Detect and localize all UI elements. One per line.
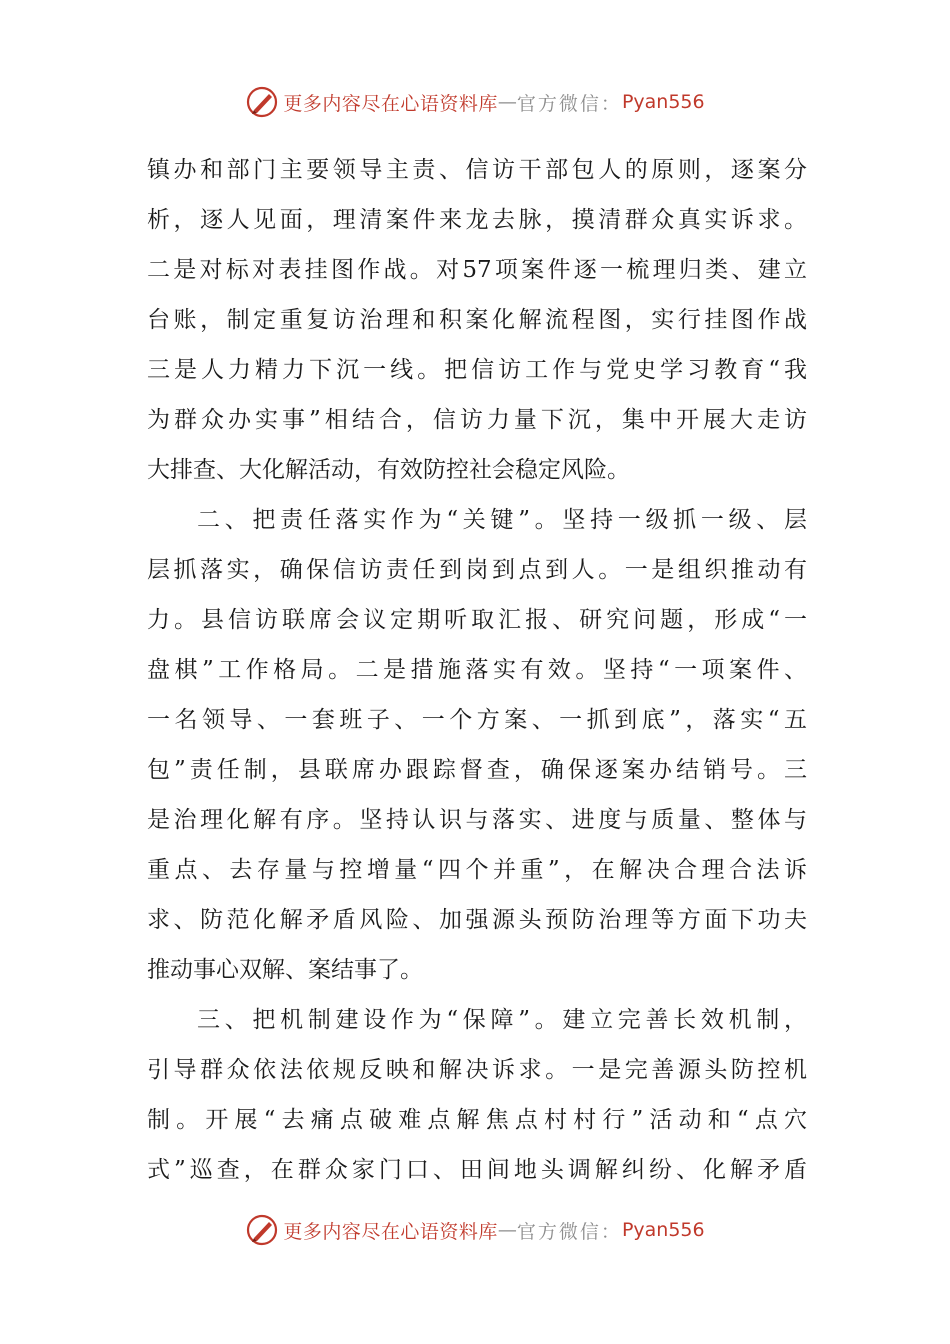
text-line: 重点、去存量与控增量“四个并重”，在解决合理合法诉 — [147, 857, 807, 883]
text-line: 包”责任制，县联席办跟踪督查，确保逐案办结销号。三 — [147, 757, 807, 783]
text-line: 台账，制定重复访治理和积案化解流程图，实行挂图作战 — [147, 307, 807, 333]
text-line: 式”巡查，在群众家门口、田间地头调解纠纷、化解矛盾 — [147, 1157, 807, 1183]
watermark-separator: — — [497, 1219, 517, 1241]
text-line: 力。县信访联席会议定期听取汇报、研究问题，形成“一 — [147, 607, 807, 633]
text-line: 引导群众依法依规反映和解决诉求。一是完善源头防控机 — [147, 1057, 807, 1083]
text-line: 为群众办实事”相结合，信访力量下沉，集中开展大走访 — [147, 407, 807, 433]
header-watermark — [0, 82, 950, 122]
text-line: 二是对标对表挂图作战。对57项案件逐一梳理归类、建立 — [147, 257, 807, 283]
text-line: 一名领导、一套班子、一个方案、一抓到底”，落实“五 — [147, 707, 807, 733]
watermark-brand: 更多内容尽在心语资料库 — [283, 1220, 498, 1243]
text-line: 大排查、大化解活动，有效防控社会稳定风险。 — [147, 457, 630, 483]
footer-watermark — [0, 1210, 950, 1250]
text-line: 求、防范化解矛盾风险、加强源头预防治理等方面下功夫 — [147, 907, 807, 933]
pen-logo-icon — [245, 1213, 279, 1247]
watermark-separator: — — [497, 91, 517, 113]
paragraph-heading: 二、把责任落实作为“关键”。坚持一级抓一级、层 — [197, 507, 807, 533]
watermark-handle: Pyan556 — [621, 91, 705, 113]
text-line: 三是人力精力下沉一线。把信访工作与党史学习教育“我 — [147, 357, 807, 383]
document-body — [147, 145, 807, 1195]
text-line: 镇办和部门主要领导主责、信访干部包人的原则，逐案分 — [147, 157, 807, 183]
watermark-brand: 更多内容尽在心语资料库 — [283, 92, 498, 115]
text-line: 是治理化解有序。坚持认识与落实、进度与质量、整体与 — [147, 807, 807, 833]
text-line: 盘棋”工作格局。二是措施落实有效。坚持“一项案件、 — [147, 657, 807, 683]
text-line: 层抓落实，确保信访责任到岗到点到人。一是组织推动有 — [147, 557, 807, 583]
text-line: 推动事心双解、案结事了。 — [147, 957, 423, 983]
watermark-handle: Pyan556 — [621, 1219, 705, 1241]
paragraph-heading: 三、把机制建设作为“保障”。建立完善长效机制， — [197, 1007, 807, 1033]
text-line: 析，逐人见面，理清案件来龙去脉，摸清群众真实诉求。 — [147, 207, 807, 233]
pen-logo-icon — [245, 85, 279, 119]
watermark-contact-label: 官方微信： — [516, 1220, 622, 1243]
watermark-contact-label: 官方微信： — [516, 92, 622, 115]
text-line: 制。开展“去痛点破难点解焦点村村行”活动和“点穴 — [147, 1107, 807, 1133]
